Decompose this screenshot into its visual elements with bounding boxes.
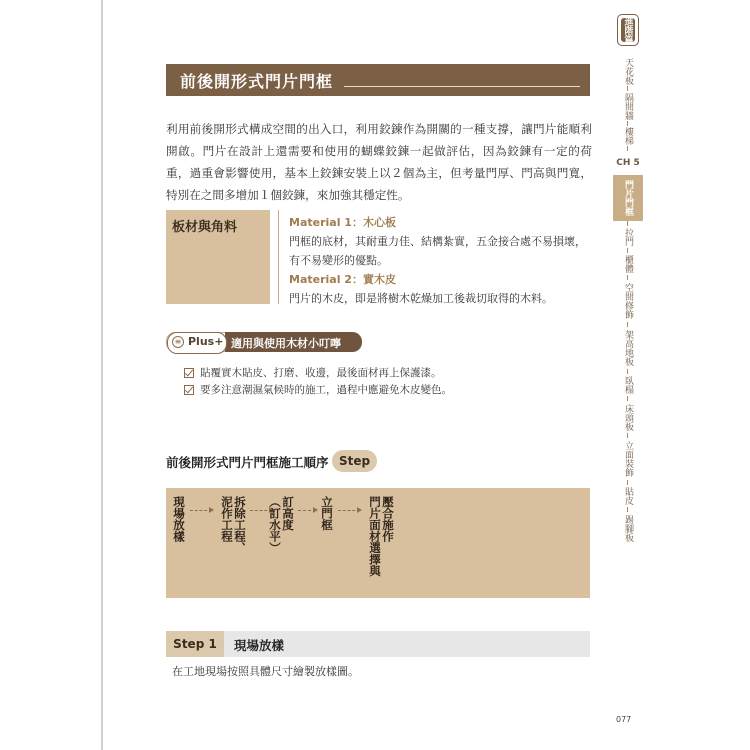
side-item-label: 床頭板: [623, 403, 633, 431]
side-item-daybed[interactable]: [613, 374, 643, 396]
flow-step-3-line1: 訂高度: [281, 496, 295, 531]
flow-step-2: [220, 496, 246, 554]
materials-content: [289, 213, 589, 308]
side-item-doors[interactable]: [613, 175, 643, 221]
materials-divider: [278, 210, 279, 304]
side-item-partition[interactable]: [613, 91, 643, 121]
flow-arrow: [190, 510, 212, 511]
side-item-cabinets[interactable]: [613, 253, 643, 275]
side-item-decor[interactable]: [613, 280, 643, 322]
flow-step-4-text: 立門框: [320, 496, 334, 531]
side-chapter-label: [613, 151, 643, 175]
plus-tag: [167, 332, 227, 354]
step-badge: Step: [332, 450, 377, 472]
tip-item: [184, 382, 452, 399]
checkbox-icon: [184, 385, 194, 395]
flow-step-3: [268, 496, 294, 554]
flow-step-5: [368, 496, 394, 577]
side-item-label: 隔間牆: [623, 92, 633, 120]
section-tab: [617, 14, 639, 46]
side-item-headboard[interactable]: [613, 401, 643, 433]
side-item-wall-decor[interactable]: [613, 438, 643, 480]
side-item-label: 臥榻: [623, 376, 633, 394]
materials-label: 板材與角料: [172, 220, 238, 235]
side-index: [613, 56, 643, 544]
material-1-desc: 門框的底材，其耐重力佳、結構紮實，五金接合處不易損壞，有不易變形的優點。: [289, 235, 586, 267]
side-item-label: 樓梯: [623, 127, 633, 145]
intro-paragraph: 利用前後開形式構成空間的出入口，利用鉸鍊作為開關的一種支撐，讓門片能順利開啟。門片在設計上還需要和使用的蝴蝶鉸鍊一起做評估，因為鉸鍊有一定的荷重，過重會影響使用，基本上鉸鍊安裝上以２個為主，但考量門厚、門高與門寬，特別在之間多增加１個鉸鍊，來加強其穩定性。: [166, 122, 592, 202]
process-flow: [166, 488, 590, 598]
flow-step-1-text: 現場放樣: [172, 496, 186, 542]
side-item-label: 架高地板: [623, 330, 633, 366]
side-item-raised-floor[interactable]: [613, 327, 643, 369]
page-number: 077: [616, 715, 632, 724]
side-item-skirting[interactable]: [613, 512, 643, 544]
step1-desc: 在工地現場按照具體尺寸繪製放樣圖。: [172, 665, 359, 678]
side-item-label: 立面裝飾: [623, 441, 633, 477]
flow-step-2-line1: 拆除工程、: [233, 496, 247, 554]
side-item-label: 天花板: [623, 57, 633, 85]
flow-arrow: [338, 510, 360, 511]
material-2-title: Material 2：實木皮: [289, 273, 396, 286]
material-1-title: Material 1：木心板: [289, 216, 396, 229]
step1-bar: [166, 631, 590, 657]
plus-tag-label: Plus+: [188, 335, 224, 348]
tip-text: 要多注意潮濕氣候時的施工，過程中應避免木皮變色。: [200, 384, 452, 396]
side-chapter-text: CH 5: [616, 158, 640, 168]
step1-badge: Step 1: [166, 631, 224, 657]
side-item-label: 貼皮: [623, 487, 633, 505]
side-item-label: 空間修飾: [623, 283, 633, 319]
checkbox-icon: [184, 368, 194, 378]
side-item-label: 櫃體: [623, 255, 633, 273]
side-item-label: 踢腳板: [623, 514, 633, 542]
side-item-veneer[interactable]: [613, 485, 643, 507]
section-title-bar: [166, 64, 590, 96]
side-item-sliding[interactable]: [613, 226, 643, 248]
section-tab-label: 進階篇: [622, 16, 633, 44]
flow-step-4: [320, 496, 333, 531]
tip-item: [184, 365, 452, 382]
tip-text: 貼覆實木貼皮、打磨、收邊，最後面材再上保護漆。: [200, 367, 442, 379]
side-item-stairs[interactable]: [613, 126, 643, 146]
flow-step-2-line2: 泥作工程: [220, 496, 234, 542]
page-edge: [101, 0, 103, 750]
flow-step-5-line2: 門片面材選擇與: [368, 496, 382, 577]
flow-arrow: [298, 510, 316, 511]
side-item-label: 門片門框: [623, 180, 633, 216]
side-item-label: 拉門: [623, 228, 633, 246]
plus-title: 適用與使用木材小叮嚀: [231, 337, 341, 350]
plus-tip-header: [166, 332, 362, 352]
materials-label-box: [166, 210, 270, 304]
side-item-ceiling[interactable]: [613, 56, 643, 86]
title-underline: [344, 86, 580, 87]
flow-step-1: [172, 496, 185, 542]
flow-step-3-line2: （訂水平）: [268, 496, 282, 554]
flow-step-5-line1: 壓合施作: [381, 496, 395, 542]
step1-title: 現場放樣: [234, 638, 285, 653]
section-title: 前後開形式門片門框: [180, 72, 334, 91]
tips-list: [184, 365, 452, 399]
hat-icon: ≡: [172, 336, 184, 348]
material-2-desc: 門片的木皮，即是將樹木乾燥加工後裁切取得的木料。: [289, 292, 553, 305]
sequence-heading: 前後開形式門片門框施工順序: [166, 455, 329, 470]
